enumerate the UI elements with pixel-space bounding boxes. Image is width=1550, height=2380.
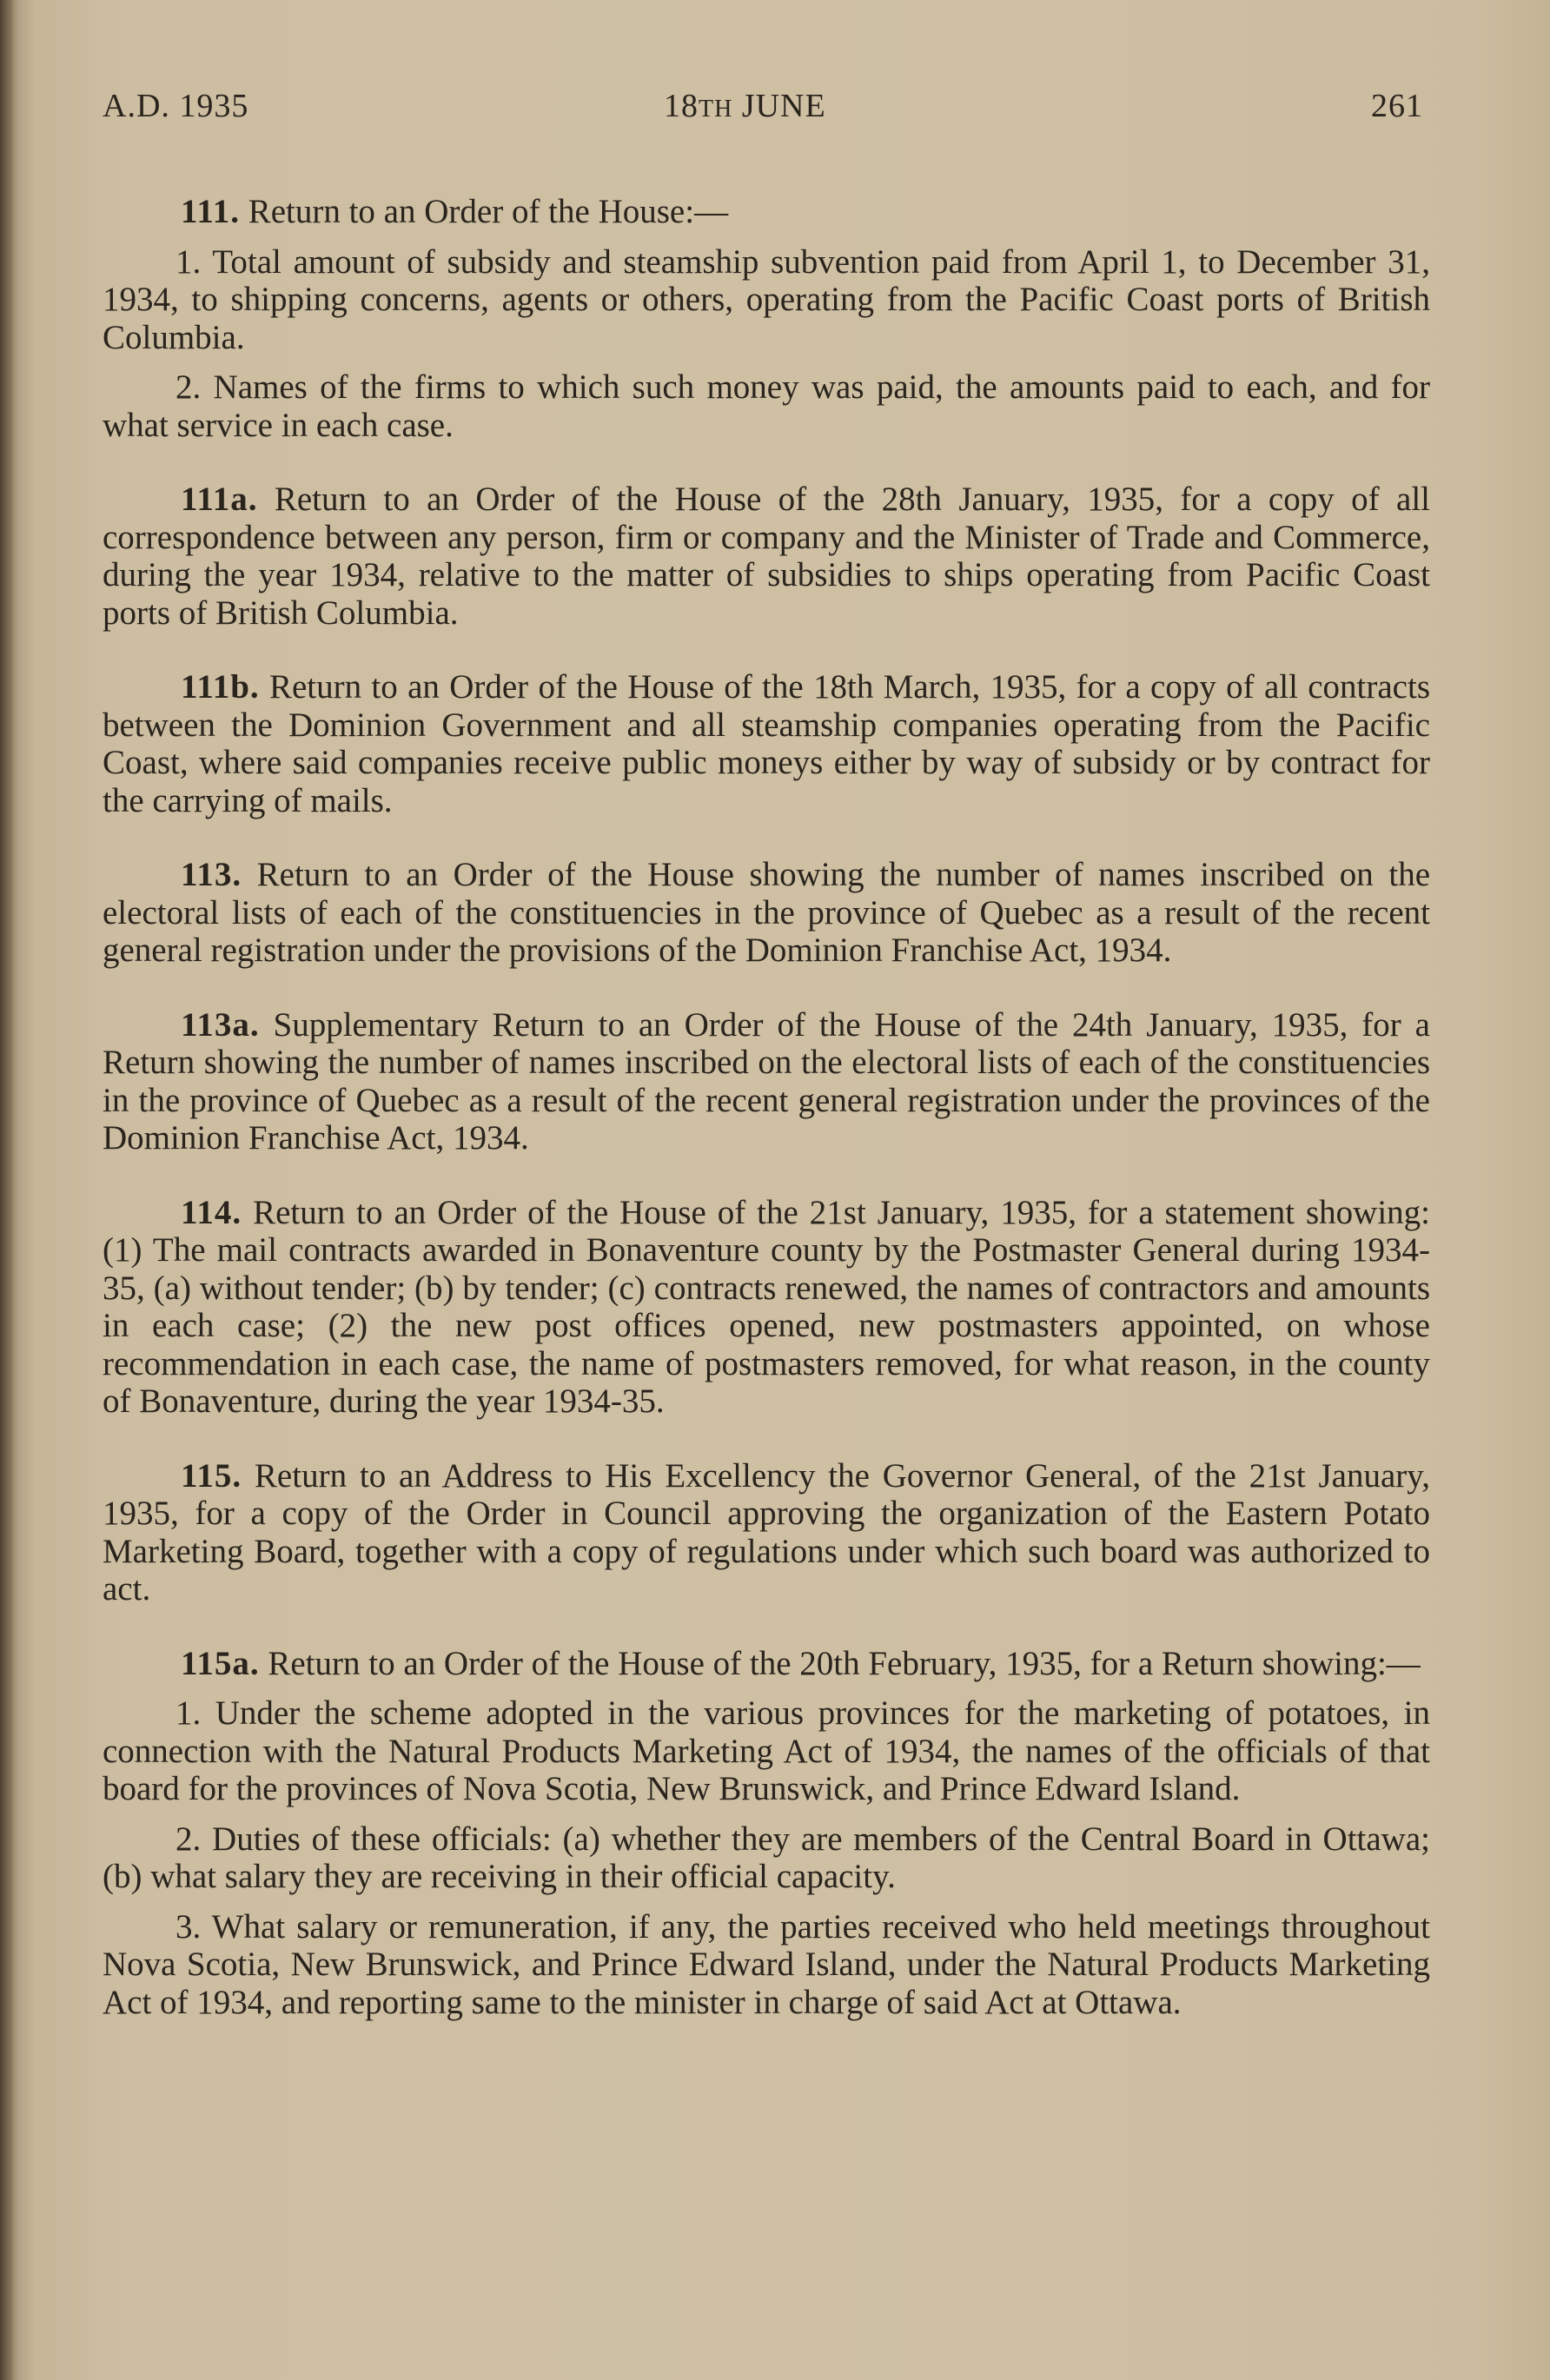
binding-edge xyxy=(0,0,14,2380)
entry-111-item-1: 1. Total amount of subsidy and steamship subvention paid from April 1, to December 31, 1934, to shipping concerns, agents or others, operating from the Pacific Coast ports of British Columbia. xyxy=(103,242,1430,356)
entry-111b xyxy=(103,668,1430,819)
entry-number: 111a. xyxy=(181,481,258,518)
entry-113 xyxy=(103,856,1430,970)
header-date-day: 18 xyxy=(664,88,699,124)
entry-115a-item-3: 3. What salary or remuneration, if any, the parties received who held meetings throughout Nova Scotia, New Brunswick, and Prince Edward Island, under the Natural Products Marketing Act of 1934, and reporting same to the minister in charge of said Act at Ottawa. xyxy=(103,1907,1430,2021)
entry-number: 111b. xyxy=(181,668,260,706)
entry-115a xyxy=(103,1645,1430,2022)
header-date-month: JUNE xyxy=(741,88,826,124)
entry-113a xyxy=(103,1006,1430,1157)
entry-number: 115. xyxy=(181,1456,242,1495)
header-date xyxy=(664,87,826,125)
entry-113-intro xyxy=(103,856,1430,970)
entry-111a-intro xyxy=(103,481,1430,632)
entry-111-intro xyxy=(103,193,1430,231)
entry-number: 111. xyxy=(181,193,240,230)
entry-111a xyxy=(103,481,1430,632)
entry-111b-intro xyxy=(103,668,1430,819)
running-head xyxy=(103,87,1423,130)
page-number: 261 xyxy=(1371,88,1423,124)
entry-text: Return to an Address to His Excellency the Governor General, of the 21st January, 1935, for a copy of the Order in Council approving the organization of the Eastern Potato Marketing Board, together with a copy of regulations under which such board was authorized to act. xyxy=(103,1456,1430,1608)
entry-text: Supplementary Return to an Order of the House of the 24th January, 1935, for a Return showing the number of names inscribed on the electoral lists of each of the constituencies in the province of Quebec as a result of the recent general registration under the provinces of the Dominion Franchise Act, 1934. xyxy=(103,1005,1430,1157)
entry-text: Return to an Order of the House of the 20th February, 1935, for a Return showing:— xyxy=(268,1644,1421,1682)
entry-number: 113a. xyxy=(181,1005,260,1044)
entry-114 xyxy=(103,1194,1430,1421)
entry-115 xyxy=(103,1457,1430,1608)
entry-114-intro xyxy=(103,1194,1430,1421)
entry-115a-intro xyxy=(103,1645,1430,1683)
header-date-suffix: TH xyxy=(699,96,733,123)
entry-115-intro xyxy=(103,1457,1430,1608)
entry-number: 114. xyxy=(181,1193,242,1231)
entry-115a-item-2: 2. Duties of these officials: (a) whether they are members of the Central Board in Ottawa; (b) what salary they are receiving in their official capacity. xyxy=(103,1820,1430,1895)
entry-113a-intro xyxy=(103,1006,1430,1157)
returns-list xyxy=(103,193,1430,2058)
entry-111-item-2: 2. Names of the firms to which such money was paid, the amounts paid to each, and for what service in each case. xyxy=(103,368,1430,444)
entry-number: 113. xyxy=(181,856,242,893)
entry-text: Return to an Order of the House of the 28th January, 1935, for a copy of all correspondence between any person, firm or company and the Minister of Trade and Commerce, during the year 1934, relative to the matter of subsidies to ships operating from Pacific Coast ports of British Columbia. xyxy=(103,481,1431,632)
entry-number: 115a. xyxy=(181,1644,260,1682)
header-year: A.D. 1935 xyxy=(103,88,249,124)
entry-text: Return to an Order of the House showing the number of names inscribed on the electoral lists of each of the constituencies in the province of Quebec as a result of the recent general registration under the provisions of the Dominion Franchise Act, 1934. xyxy=(103,856,1430,969)
entry-111 xyxy=(103,193,1430,444)
entry-115a-item-1: 1. Under the scheme adopted in the various provinces for the marketing of potatoes, in connection with the Natural Products Marketing Act of 1934, the names of the officials of that board for the provinces of Nova Scotia, New Brunswick, and Prince Edward Island. xyxy=(103,1694,1430,1807)
entry-text: Return to an Order of the House of the 18th March, 1935, for a copy of all contracts between the Dominion Government and all steamship companies operating from the Pacific Coast, where said companies receive public moneys either by way of subsidy or by contract for the carrying of mails. xyxy=(103,668,1431,819)
entry-text: Return to an Order of the House:— xyxy=(248,193,729,230)
entry-text: Return to an Order of the House of the 21st January, 1935, for a statement showing: (1) The mail contracts awarded in Bonaventure county by the Postmaster General during 1934-35, (a) without tender; (b) by tender; (c) contracts renewed, the names of contractors and amounts in each case; (2) the new post offices opened, new postmasters appointed, on whose recommendation in each case, the name of postmasters removed, for what reason, in the county of Bonaventure, during the year 1934-35. xyxy=(103,1193,1430,1420)
